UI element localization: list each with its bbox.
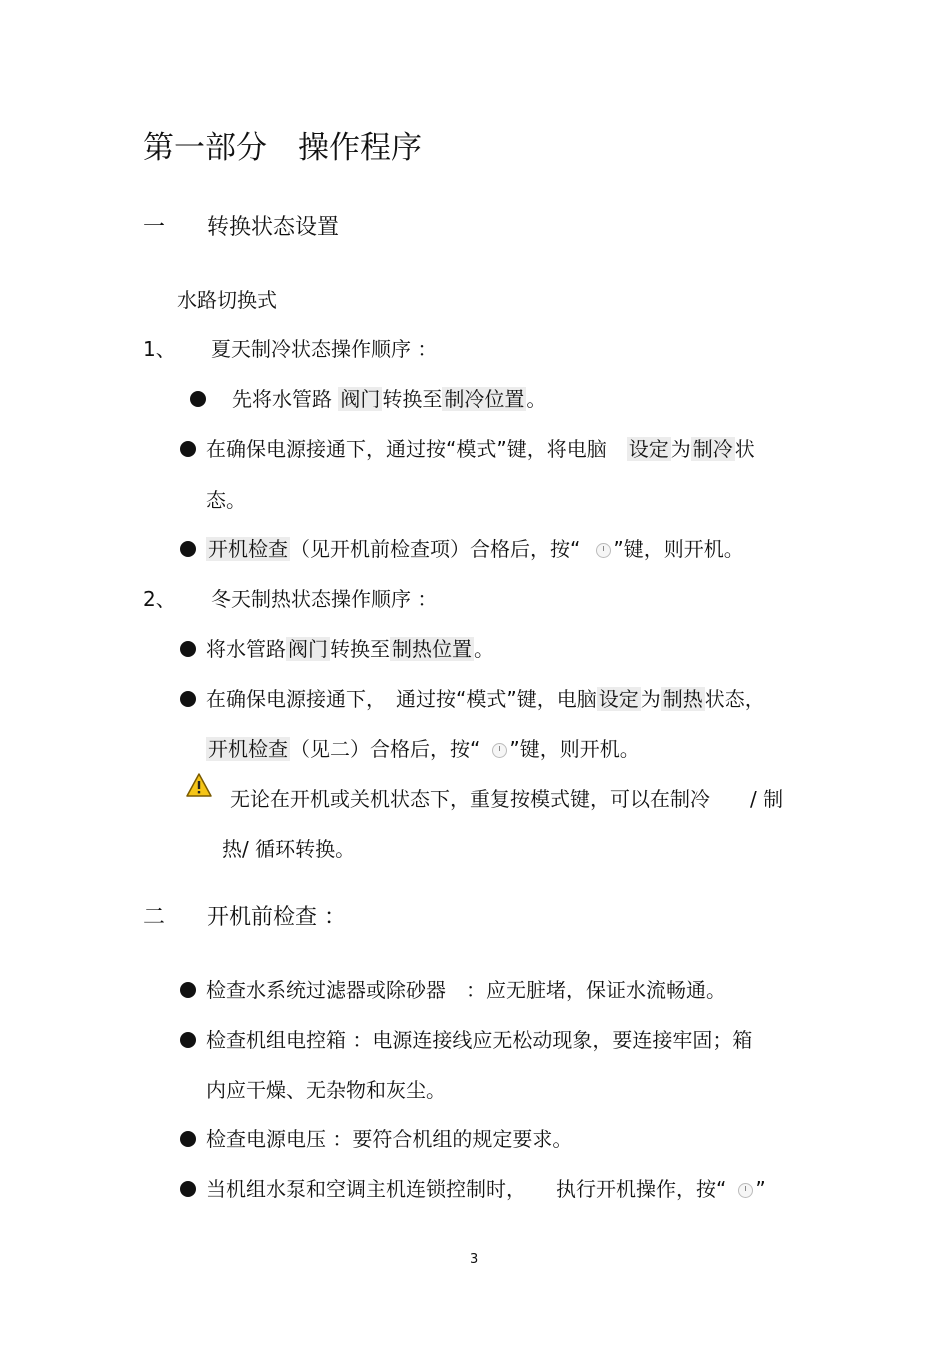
section-2-bullet-2-continued: 内应干燥、无杂物和灰尘。: [206, 1078, 446, 1102]
step-1-bullet-3: 开机检查 （见开机前检查项）合格后，按“ ”键，则开机。: [208, 537, 744, 561]
section-2-bullet-3: 检查电源电压 ：要符合机组的规定要求。: [206, 1127, 573, 1151]
step-2-number: 2、: [143, 587, 176, 611]
section-2-number: 二: [143, 905, 166, 930]
page-title: 第一部分 操作程序: [143, 130, 422, 166]
bullet-icon: [180, 441, 196, 457]
warning-note-line-2: 热/ 循环转换。: [222, 837, 356, 861]
power-button-icon: [738, 1183, 753, 1198]
step-1-bullet-1: 先将水管路 阀门 转换至 制冷位置 。: [232, 387, 547, 411]
section-2-bullet-4: 当机组水泵和空调主机连锁控制时， 执行开机操作，按“ ”: [206, 1177, 766, 1201]
bullet-icon: [180, 1131, 196, 1147]
warning-icon: [185, 772, 213, 798]
power-button-icon: [596, 543, 611, 558]
section-2-bullet-2: 检查机组电控箱 ：电源连接线应无松动现象，要连接牢固；箱: [206, 1028, 753, 1052]
section-1-heading: 转换状态设置: [207, 215, 340, 240]
step-2-heading: 冬天制热状态操作顺序 ：: [211, 587, 438, 611]
bullet-icon: [180, 641, 196, 657]
step-1-number: 1、: [143, 337, 176, 361]
step-2-bullet-2-continued: 开机检查 （见二）合格后，按“ ”键，则开机。: [208, 737, 640, 761]
step-1-bullet-2: 在确保电源接通下，通过按“模式”键，将电脑 设定 为 制冷 状: [206, 437, 755, 461]
section-2-heading: 开机前检查 ：: [207, 905, 346, 930]
bullet-icon: [180, 1181, 196, 1197]
section-2-bullet-1: 检查水系统过滤器或除砂器 ：应无脏堵，保证水流畅通。: [206, 978, 726, 1002]
bullet-icon: [180, 1032, 196, 1048]
warning-note-line-1: 无论在开机或关机状态下，重复按模式键，可以在制冷 / 制: [230, 787, 784, 811]
page-number: 3: [470, 1252, 479, 1267]
step-1-bullet-2-continued: 态。: [206, 488, 246, 512]
step-2-bullet-2: 在确保电源接通下， 通过按“模式”键，电脑 设定 为 制热 状态，: [206, 687, 765, 711]
section-1-number: 一: [143, 215, 166, 240]
step-1-heading: 夏天制冷状态操作顺序 ：: [211, 337, 438, 361]
bullet-icon: [180, 541, 196, 557]
section-1-subheading: 水路切换式: [177, 288, 277, 312]
power-button-icon: [492, 743, 507, 758]
bullet-icon: [180, 691, 196, 707]
step-2-bullet-1: 将水管路 阀门 转换至 制热位置 。: [206, 637, 494, 661]
bullet-icon: [190, 391, 206, 407]
bullet-icon: [180, 982, 196, 998]
